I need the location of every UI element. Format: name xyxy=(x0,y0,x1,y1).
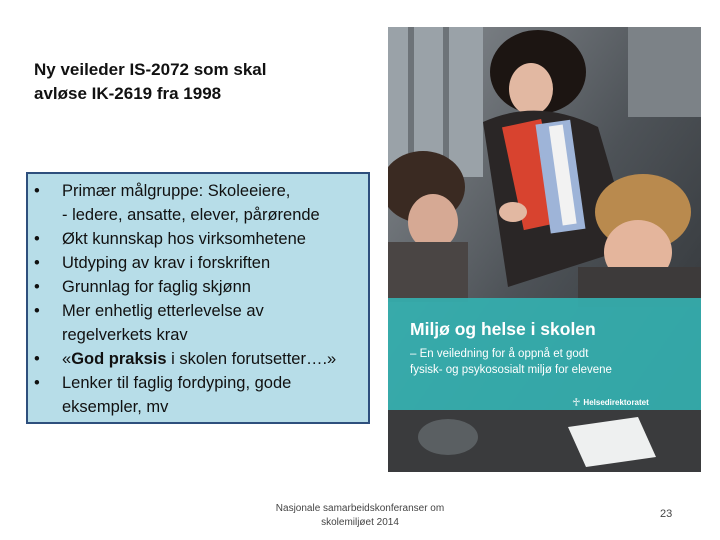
bullet-item-compliance xyxy=(28,299,362,347)
bullet-dot: • xyxy=(34,182,40,200)
bullet-item-links xyxy=(28,371,362,419)
slide-title-line-2: avløse IK-2619 fra 1998 xyxy=(34,84,222,103)
bullet-text: Grunnlag for faglig skjønn xyxy=(62,278,251,296)
cover-title: Miljø og helse i skolen xyxy=(410,319,596,339)
bullet-text: Lenker til faglig fordyping, gode xyxy=(62,374,292,392)
slide-footer xyxy=(255,502,465,530)
cover-subtitle-line-1: – En veiledning for å oppnå et godt xyxy=(410,348,589,360)
bullet-item-target-group xyxy=(28,179,362,227)
bullet-dot: • xyxy=(34,302,40,320)
footer-line-2: skolemiljøet 2014 xyxy=(321,517,399,528)
bullet-item-knowledge xyxy=(28,227,362,251)
cover-subtitle-line-2: fysisk- og psykososialt miljø for elevene xyxy=(410,364,612,376)
cover-subtitle xyxy=(410,346,612,378)
bullet-item-good-practice xyxy=(28,347,362,371)
bullet-text: Primær målgruppe: Skoleeiere, xyxy=(62,182,291,200)
bullet-text-suffix: i skolen forutsetter….» xyxy=(166,350,337,368)
bullet-subtext: eksempler, mv xyxy=(62,398,169,416)
bullet-text-bold: God praksis xyxy=(71,350,167,368)
bullet-item-judgement xyxy=(28,275,362,299)
bullet-dot: • xyxy=(34,230,40,248)
bullet-dot: • xyxy=(34,350,40,368)
helsedirektoratet-logo xyxy=(572,396,649,409)
logo-mark-icon: ♱ xyxy=(572,397,581,409)
bullet-text-prefix: « xyxy=(62,350,72,368)
bullet-dot: • xyxy=(34,254,40,272)
guide-cover-image xyxy=(388,27,701,472)
slide-title xyxy=(34,58,364,106)
footer-line-1: Nasjonale samarbeidskonferanser om xyxy=(275,503,445,514)
page-number: 23 xyxy=(660,508,673,520)
bullet-dot: • xyxy=(34,278,40,296)
bullet-text: Økt kunnskap hos virksomhetene xyxy=(62,230,306,248)
slide-title-line-1: Ny veileder IS-2072 som skal xyxy=(34,60,267,79)
bullet-subtext: regelverkets krav xyxy=(62,326,188,344)
bullet-dot: • xyxy=(34,374,40,392)
bullet-subtext: - ledere, ansatte, elever, pårørende xyxy=(62,206,320,224)
bullet-list xyxy=(28,179,362,419)
bullet-text: Utdyping av krav i forskriften xyxy=(62,254,271,272)
bullet-text: Mer enhetlig etterlevelse av xyxy=(62,302,264,320)
bullet-box xyxy=(26,172,370,424)
logo-text: Helsedirektoratet xyxy=(583,398,649,407)
bullet-item-requirements xyxy=(28,251,362,275)
